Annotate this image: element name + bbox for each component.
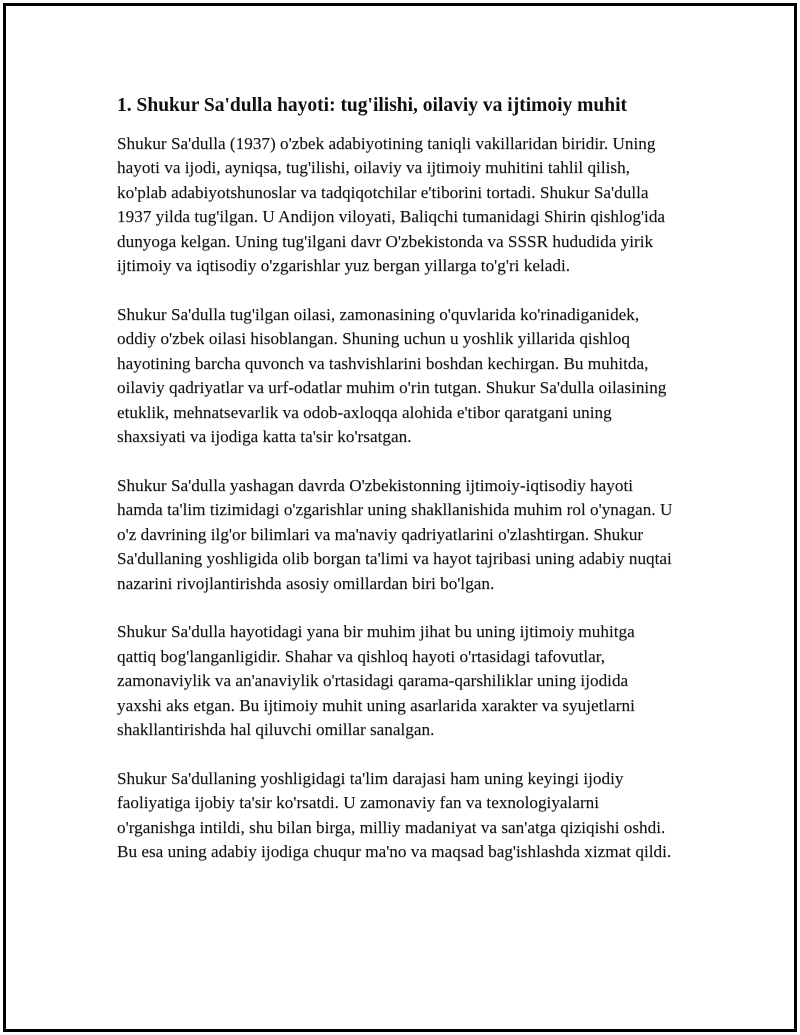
paragraph-social-environment: Shukur Sa'dulla hayotidagi yana bir muhim jihat bu uning ijtimoiy muhitga qattiq bog'langanligidir. Shahar va qishloq hayoti o'rtasidagi tafovutlar, zamonaviylik va an'anaviylik o'rtasidagi qarama-qarshiliklar uning ijodida yaxshi aks etgan. Bu ijtimoiy muhit uning asarlarida xarakter va syujetlarni shakllantirishda hal qiluvchi omillar sanalgan. (117, 622, 635, 740)
paragraph-family: Shukur Sa'dulla tug'ilgan oilasi, zamonasining o'quvlarida ko'rinadiganidek, oddiy o'zbek oilasi hisoblangan. Shuning uchun u yoshlik yillarida qishloq hayotining barcha quvonch va tashvishlarini boshdan kechirgan. Bu muhitda, oilaviy qadriyatlar va urf-odatlar muhim o'rin tutgan. Shukur Sa'dulla oilasining etuklik, mehnatsevarlik va odob-axloqqa alohida e'tibor qaratgani uning shaxsiyati va ijodiga katta ta'sir ko'rsatgan. (117, 304, 667, 446)
document-body (117, 93, 677, 889)
section-title: 1. Shukur Sa'dulla hayoti: tug'ilishi, oilaviy va ijtimoiy muhit (117, 95, 628, 116)
paragraph-education: Shukur Sa'dullaning yoshligidagi ta'lim darajasi ham uning keyingi ijodiy faoliyatiga ijobiy ta'sir ko'rsatdi. U zamonaviy fan va texnologiyalarni o'rganishga intildi, shu bilan birga, milliy madaniyat va san'atga qiziqishi oshdi. Bu esa uning adabiy ijodiga chuqur ma'no va maqsad bag'ishlashda xizmat qildi. (117, 768, 672, 862)
paragraph-era: Shukur Sa'dulla yashagan davrda O'zbekistonning ijtimoiy-iqtisodiy hayoti hamda ta'lim tizimidagi o'zgarishlar uning shakllanishida muhim rol o'ynagan. U o'z davrining ilg'or bilimlari va ma'naviy qadriyatlarini o'zlashtirgan. Shukur Sa'dullaning yoshligida olib borgan ta'limi va hayot tajribasi uning adabiy nuqtai nazarini rivojlantirishda asosiy omillardan biri bo'lgan. (117, 475, 673, 593)
paragraph-birth: Shukur Sa'dulla (1937) o'zbek adabiyotining taniqli vakillaridan biridir. Uning hayoti va ijodi, ayniqsa, tug'ilishi, oilaviy va ijtimoiy muhitini tahlil qilish, ko'plab adabiyotshunoslar va tadqiqotchilar e'tiborini tortadi. Shukur Sa'dulla 1937 yilda tug'ilgan. U Andijon viloyati, Baliqchi tumanidagi Shirin qishlog'ida dunyoga kelgan. Uning tug'ilgani davr O'zbekistonda va SSSR hududida yirik ijtimoiy va iqtisodiy o'zgarishlar yuz bergan yillarga to'g'ri keladi. (117, 134, 666, 276)
